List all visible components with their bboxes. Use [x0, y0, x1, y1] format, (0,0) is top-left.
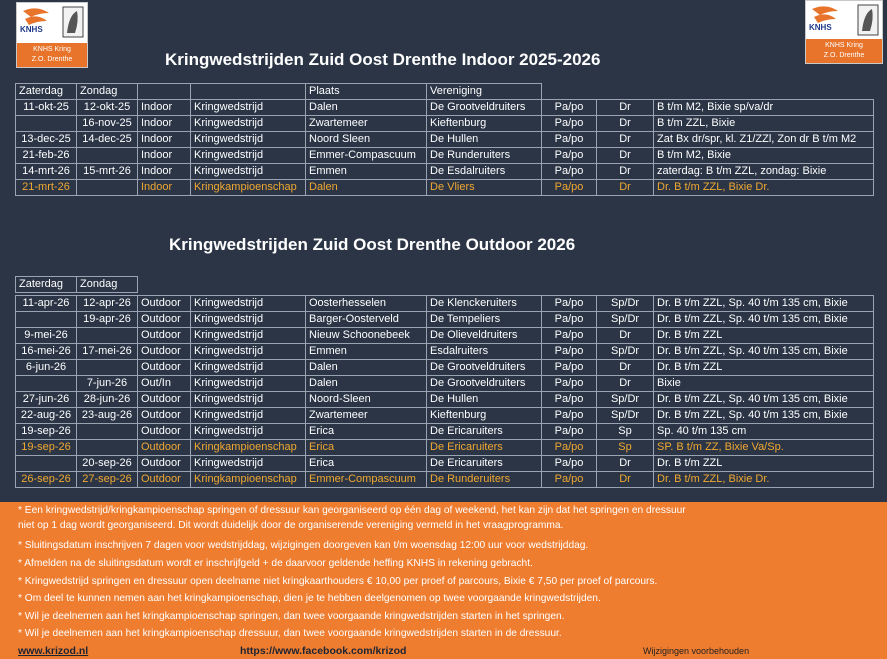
- event-row: [16, 440, 874, 456]
- header-cell: Zaterdag: [16, 84, 77, 100]
- header-empty-cell: [427, 277, 542, 293]
- website-link[interactable]: www.krizod.nl: [18, 645, 89, 657]
- event-cell: De Hullen: [427, 392, 542, 408]
- event-cell: Dr. B t/m ZZL, Sp. 40 t/m 135 cm, Bixie: [654, 392, 874, 408]
- event-cell: Sp/Dr: [597, 344, 654, 360]
- event-cell: Sp: [597, 424, 654, 440]
- event-cell: Dr. B t/m ZZL, Sp. 40 t/m 135 cm, Bixie: [654, 312, 874, 328]
- event-cell: [77, 424, 138, 440]
- event-cell: Outdoor: [138, 328, 191, 344]
- note-2: * Sluitingsdatum inschrijven 7 dagen voor wedstrijddag, wijzigingen doorgeven kan t/m woensdag 12:00 uur voor wedstrijddag.: [18, 540, 589, 551]
- knhs-kring-logo-left: [16, 2, 88, 68]
- header-empty-cell: [542, 277, 597, 293]
- event-cell: Kringkampioenschap: [191, 440, 306, 456]
- event-cell: Pa/po: [542, 424, 597, 440]
- event-cell: Dr: [597, 360, 654, 376]
- event-cell: Indoor: [138, 132, 191, 148]
- event-cell: Oosterhesselen: [306, 296, 427, 312]
- event-cell: Zat Bx dr/spr, kl. Z1/ZZl, Zon dr B t/m M2: [654, 132, 874, 148]
- header-empty-cell: [542, 84, 597, 100]
- event-cell: 15-mrt-26: [77, 164, 138, 180]
- header-empty-cell: [138, 277, 191, 293]
- event-row: [16, 296, 874, 312]
- event-cell: Sp/Dr: [597, 392, 654, 408]
- event-row: [16, 132, 874, 148]
- event-cell: Dr: [597, 472, 654, 488]
- outdoor-schedule-table: [15, 276, 874, 488]
- event-cell: Pa/po: [542, 408, 597, 424]
- event-cell: Kieftenburg: [427, 116, 542, 132]
- event-cell: Dr. B t/m ZZL, Sp. 40 t/m 135 cm, Bixie: [654, 344, 874, 360]
- header-row: [16, 84, 874, 100]
- event-cell: 9-mei-26: [16, 328, 77, 344]
- note-4: * Kringwedstrijd springen en dressuur open deelname niet kringkaarthouders € 10,00 per proef of parcours, Bixie € 7,50 per proef of parcours.: [18, 576, 658, 587]
- event-cell: Sp/Dr: [597, 296, 654, 312]
- event-cell: Outdoor: [138, 440, 191, 456]
- event-cell: Dr: [597, 132, 654, 148]
- event-cell: Dr. B t/m ZZL: [654, 456, 874, 472]
- event-row: [16, 148, 874, 164]
- event-cell: Outdoor: [138, 424, 191, 440]
- event-cell: Dalen: [306, 376, 427, 392]
- event-cell: Outdoor: [138, 312, 191, 328]
- header-row: [16, 277, 874, 293]
- event-cell: Dr: [597, 376, 654, 392]
- event-cell: Esdalruiters: [427, 344, 542, 360]
- event-cell: 7-jun-26: [77, 376, 138, 392]
- event-cell: Kringwedstrijd: [191, 148, 306, 164]
- event-cell: Kieftenburg: [427, 408, 542, 424]
- logo-band-line-2: Z.O. Drenthe: [31, 56, 73, 63]
- event-cell: De Grootveldruiters: [427, 376, 542, 392]
- event-cell: Dr. B t/m ZZL, Sp. 40 t/m 135 cm, Bixie: [654, 296, 874, 312]
- header-cell: Plaats: [306, 84, 427, 100]
- event-cell: 23-aug-26: [77, 408, 138, 424]
- event-cell: Indoor: [138, 164, 191, 180]
- event-cell: Pa/po: [542, 148, 597, 164]
- horse-emblem-icon: [806, 1, 882, 41]
- event-cell: De Ericaruiters: [427, 424, 542, 440]
- event-cell: 19-sep-26: [16, 440, 77, 456]
- horse-emblem-icon: [17, 3, 87, 43]
- event-cell: SP. B t/m ZZ, Bixie Va/Sp.: [654, 440, 874, 456]
- event-cell: Pa/po: [542, 312, 597, 328]
- event-cell: B t/m M2, Bixie sp/va/dr: [654, 100, 874, 116]
- event-cell: Pa/po: [542, 164, 597, 180]
- event-cell: Pa/po: [542, 392, 597, 408]
- event-cell: Kringwedstrijd: [191, 312, 306, 328]
- event-cell: [16, 116, 77, 132]
- event-cell: Dr: [597, 328, 654, 344]
- event-cell: De Grootveldruiters: [427, 360, 542, 376]
- event-row: [16, 456, 874, 472]
- event-cell: Kringwedstrijd: [191, 360, 306, 376]
- event-cell: Pa/po: [542, 100, 597, 116]
- event-cell: Outdoor: [138, 296, 191, 312]
- event-row: [16, 312, 874, 328]
- event-cell: Outdoor: [138, 360, 191, 376]
- event-cell: 28-jun-26: [77, 392, 138, 408]
- logo-band: [17, 43, 87, 67]
- event-cell: De Hullen: [427, 132, 542, 148]
- event-cell: 19-sep-26: [16, 424, 77, 440]
- logo-band: [806, 39, 882, 63]
- event-cell: Kringwedstrijd: [191, 456, 306, 472]
- event-cell: Sp/Dr: [597, 312, 654, 328]
- event-cell: Outdoor: [138, 472, 191, 488]
- knhs-logo-text: KNHS: [809, 23, 832, 32]
- event-cell: Outdoor: [138, 392, 191, 408]
- event-cell: Dr: [597, 116, 654, 132]
- event-cell: Kringwedstrijd: [191, 116, 306, 132]
- event-cell: Erica: [306, 456, 427, 472]
- event-cell: Dr: [597, 180, 654, 196]
- event-cell: Erica: [306, 424, 427, 440]
- event-cell: 6-jun-26: [16, 360, 77, 376]
- event-cell: Sp/Dr: [597, 408, 654, 424]
- event-cell: Kringwedstrijd: [191, 164, 306, 180]
- event-cell: Kringwedstrijd: [191, 100, 306, 116]
- event-cell: De Esdalruiters: [427, 164, 542, 180]
- event-cell: Sp: [597, 440, 654, 456]
- event-cell: Kringwedstrijd: [191, 296, 306, 312]
- event-cell: 22-aug-26: [16, 408, 77, 424]
- event-cell: [77, 328, 138, 344]
- event-cell: Pa/po: [542, 328, 597, 344]
- information-panel: [0, 502, 887, 659]
- event-cell: [77, 180, 138, 196]
- event-cell: 16-mei-26: [16, 344, 77, 360]
- event-row: [16, 328, 874, 344]
- event-cell: Bixie: [654, 376, 874, 392]
- event-cell: De Grootveldruiters: [427, 100, 542, 116]
- event-cell: Out/In: [138, 376, 191, 392]
- header-cell: [138, 84, 191, 100]
- event-cell: 16-nov-25: [77, 116, 138, 132]
- event-cell: Dr. B t/m ZZL: [654, 328, 874, 344]
- event-cell: Kringwedstrijd: [191, 376, 306, 392]
- event-cell: Pa/po: [542, 456, 597, 472]
- knhs-logo-text: KNHS: [20, 25, 43, 34]
- header-cell: Zondag: [77, 277, 138, 293]
- event-cell: 17-mei-26: [77, 344, 138, 360]
- note-3: * Afmelden na de sluitingsdatum wordt er inschrijfgeld + de daarvoor geldende heffing KNHS in rekening gebracht.: [18, 558, 533, 569]
- event-cell: Sp. 40 t/m 135 cm: [654, 424, 874, 440]
- event-cell: Kringwedstrijd: [191, 328, 306, 344]
- header-empty-cell: [654, 84, 874, 100]
- event-cell: Kringwedstrijd: [191, 344, 306, 360]
- logo-band-line-1: KNHS Kring: [825, 42, 863, 49]
- header-cell: Zaterdag: [16, 277, 77, 293]
- event-cell: Outdoor: [138, 408, 191, 424]
- event-cell: 11-apr-26: [16, 296, 77, 312]
- event-cell: Indoor: [138, 148, 191, 164]
- event-cell: 19-apr-26: [77, 312, 138, 328]
- event-cell: 21-mrt-26: [16, 180, 77, 196]
- logo-band-line-1: KNHS Kring: [33, 46, 71, 53]
- event-cell: De Klenckeruiters: [427, 296, 542, 312]
- event-cell: Dr. B t/m ZZL, Bixie Dr.: [654, 180, 874, 196]
- event-cell: De Runderuiters: [427, 472, 542, 488]
- event-cell: B t/m M2, Bixie: [654, 148, 874, 164]
- event-cell: Noord Sleen: [306, 132, 427, 148]
- indoor-schedule-table: [15, 83, 874, 196]
- event-cell: 26-sep-26: [16, 472, 77, 488]
- header-empty-cell: [191, 277, 306, 293]
- event-cell: Pa/po: [542, 180, 597, 196]
- event-cell: Dr. B t/m ZZL: [654, 360, 874, 376]
- event-cell: Nieuw Schoonebeek: [306, 328, 427, 344]
- facebook-link[interactable]: https://www.facebook.com/krizod: [240, 645, 407, 657]
- event-cell: Dr: [597, 148, 654, 164]
- event-cell: De Ericaruiters: [427, 440, 542, 456]
- event-row: [16, 376, 874, 392]
- event-cell: Kringwedstrijd: [191, 392, 306, 408]
- event-cell: Pa/po: [542, 116, 597, 132]
- event-cell: Indoor: [138, 100, 191, 116]
- header-empty-cell: [306, 277, 427, 293]
- event-cell: 27-jun-26: [16, 392, 77, 408]
- event-cell: [16, 456, 77, 472]
- header-empty-cell: [654, 277, 874, 293]
- event-cell: 12-okt-25: [77, 100, 138, 116]
- header-cell: Vereniging: [427, 84, 542, 100]
- outdoor-title: Kringwedstrijden Zuid Oost Drenthe Outdoor 2026: [169, 235, 576, 254]
- header-cell: Zondag: [77, 84, 138, 100]
- event-cell: 21-feb-26: [16, 148, 77, 164]
- event-cell: Pa/po: [542, 376, 597, 392]
- event-cell: Pa/po: [542, 344, 597, 360]
- event-cell: De Ericaruiters: [427, 456, 542, 472]
- event-cell: Pa/po: [542, 472, 597, 488]
- header-cell: [191, 84, 306, 100]
- event-cell: Erica: [306, 440, 427, 456]
- event-cell: Pa/po: [542, 440, 597, 456]
- event-cell: Pa/po: [542, 296, 597, 312]
- event-cell: Pa/po: [542, 132, 597, 148]
- event-cell: [77, 148, 138, 164]
- event-cell: Dr. B t/m ZZL, Sp. 40 t/m 135 cm, Bixie: [654, 408, 874, 424]
- event-cell: Indoor: [138, 180, 191, 196]
- event-row: [16, 344, 874, 360]
- event-cell: Dr: [597, 456, 654, 472]
- event-cell: 13-dec-25: [16, 132, 77, 148]
- event-cell: 14-mrt-26: [16, 164, 77, 180]
- event-row: [16, 164, 874, 180]
- event-cell: Outdoor: [138, 344, 191, 360]
- event-cell: Emmen: [306, 164, 427, 180]
- event-cell: Outdoor: [138, 456, 191, 472]
- event-row: [16, 472, 874, 488]
- event-cell: 11-okt-25: [16, 100, 77, 116]
- event-row: [16, 408, 874, 424]
- event-row: [16, 180, 874, 196]
- event-row: [16, 116, 874, 132]
- event-cell: Emmer-Compascuum: [306, 148, 427, 164]
- event-row: [16, 360, 874, 376]
- logo-band-line-2: Z.O. Drenthe: [823, 52, 865, 59]
- event-cell: Dr: [597, 164, 654, 180]
- event-cell: 27-sep-26: [77, 472, 138, 488]
- note-7: * Wil je deelnemen aan het kringkampioenschap dressuur, dan twee voorgaande kringwedstrijden starten in de dressuur.: [18, 628, 562, 639]
- knhs-kring-logo-right: [805, 0, 883, 64]
- event-cell: De Olieveldruiters: [427, 328, 542, 344]
- event-cell: Kringwedstrijd: [191, 408, 306, 424]
- event-cell: De Runderuiters: [427, 148, 542, 164]
- event-cell: Dalen: [306, 100, 427, 116]
- event-cell: 12-apr-26: [77, 296, 138, 312]
- event-cell: [16, 376, 77, 392]
- header-empty-cell: [597, 277, 654, 293]
- event-cell: [77, 440, 138, 456]
- event-cell: De Tempeliers: [427, 312, 542, 328]
- event-row: [16, 100, 874, 116]
- event-cell: 20-sep-26: [77, 456, 138, 472]
- note-1-continued: niet op 1 dag wordt georganiseerd. Dit wordt duidelijk door de organiserende vereniging vermeld in het vraagprogramma.: [18, 520, 564, 531]
- event-row: [16, 424, 874, 440]
- event-cell: Dr. B t/m ZZL, Bixie Dr.: [654, 472, 874, 488]
- disclaimer-text: Wijzigingen voorbehouden: [643, 646, 750, 656]
- event-cell: [77, 360, 138, 376]
- event-row: [16, 392, 874, 408]
- event-cell: Kringwedstrijd: [191, 132, 306, 148]
- event-cell: [16, 312, 77, 328]
- event-cell: De Vliers: [427, 180, 542, 196]
- event-cell: Emmer-Compascuum: [306, 472, 427, 488]
- event-cell: Dalen: [306, 180, 427, 196]
- event-cell: Indoor: [138, 116, 191, 132]
- event-cell: Kringkampioenschap: [191, 180, 306, 196]
- indoor-title: Kringwedstrijden Zuid Oost Drenthe Indoor 2025-2026: [165, 50, 601, 69]
- event-cell: Kringwedstrijd: [191, 424, 306, 440]
- event-cell: Zwartemeer: [306, 408, 427, 424]
- event-cell: Pa/po: [542, 360, 597, 376]
- header-empty-cell: [597, 84, 654, 100]
- event-cell: B t/m ZZL, Bixie: [654, 116, 874, 132]
- event-cell: Dalen: [306, 360, 427, 376]
- event-cell: Kringkampioenschap: [191, 472, 306, 488]
- event-cell: Zwartemeer: [306, 116, 427, 132]
- note-6: * Wil je deelnemen aan het kringkampioenschap springen, dan twee voorgaande kringwedstrijden starten in het springen.: [18, 611, 565, 622]
- event-cell: Noord-Sleen: [306, 392, 427, 408]
- event-cell: Barger-Oosterveld: [306, 312, 427, 328]
- note-1: * Een kringwedstrijd/kringkampioenschap springen of dressuur kan georganiseerd op één dag of weekend, het kan zijn dat het springen en dressuur: [18, 505, 686, 516]
- note-5: * Om deel te kunnen nemen aan het kringkampioenschap, dien je te hebben deelgenomen op twee voorgaande kringwedstrijden.: [18, 593, 601, 604]
- event-cell: zaterdag: B t/m ZZL, zondag: Bixie: [654, 164, 874, 180]
- event-cell: Dr: [597, 100, 654, 116]
- event-cell: 14-dec-25: [77, 132, 138, 148]
- event-cell: Emmen: [306, 344, 427, 360]
